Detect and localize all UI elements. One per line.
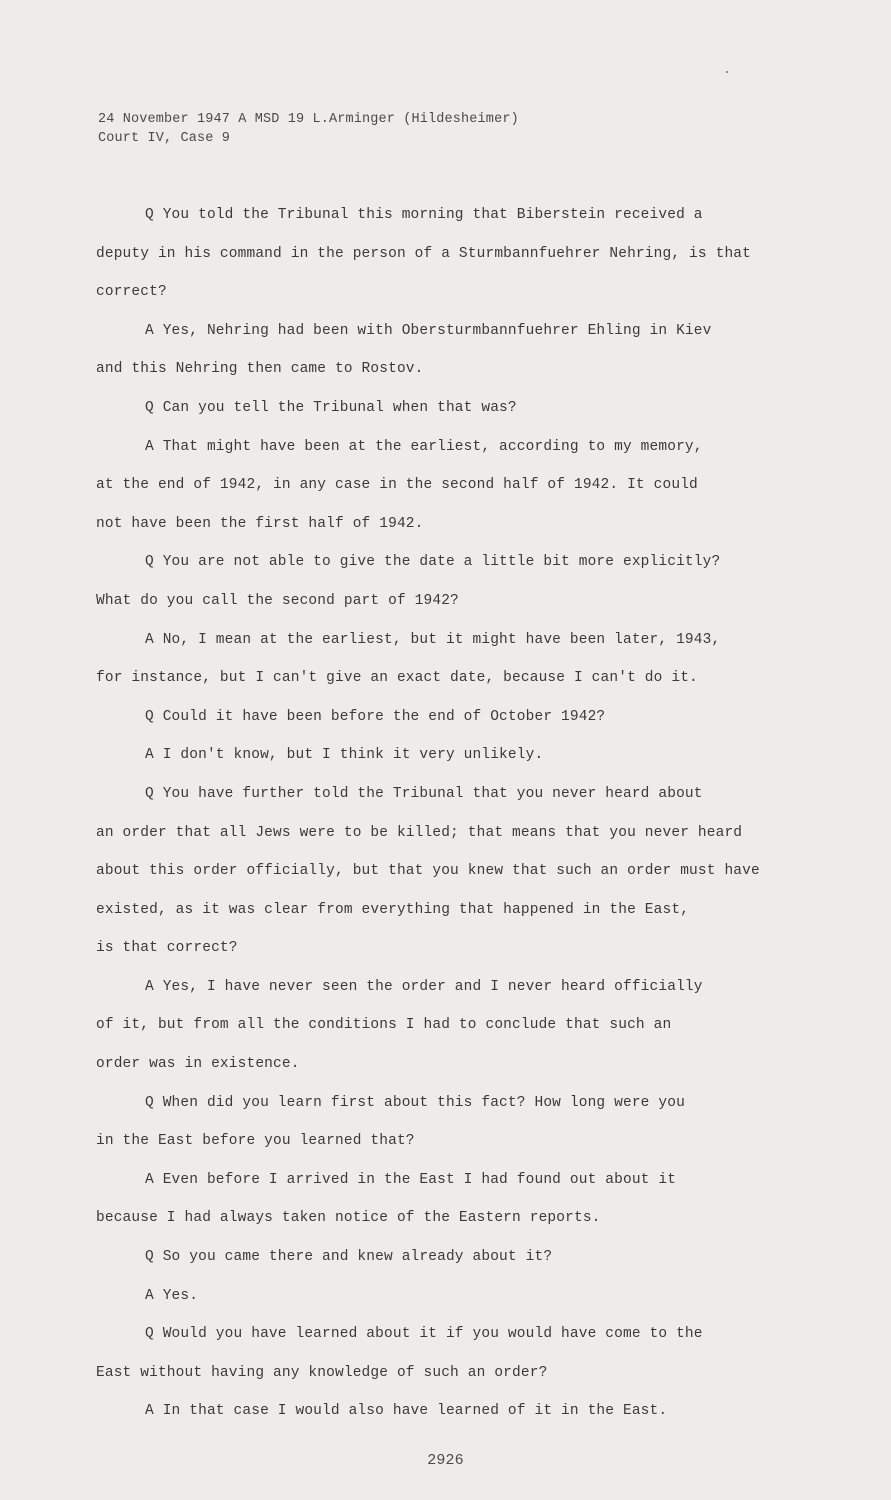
- transcript-line: Q Could it have been before the end of October 1942?: [145, 708, 606, 725]
- transcript-line: correct?: [96, 284, 167, 301]
- transcript-line: Q When did you learn first about this fact? How long were you: [145, 1094, 685, 1111]
- transcript-line: Q Would you have learned about it if you would have come to the: [145, 1326, 703, 1343]
- header-line-2: Court IV, Case 9: [98, 131, 231, 146]
- transcript-line: in the East before you learned that?: [96, 1133, 415, 1150]
- document-header: [98, 110, 519, 148]
- transcript-line: because I had always taken notice of the Eastern reports.: [96, 1210, 601, 1227]
- transcript-line: What do you call the second part of 1942?: [96, 592, 459, 609]
- page-number: 2926: [427, 1452, 464, 1469]
- transcript-line: East without having any knowledge of such an order?: [96, 1364, 548, 1381]
- transcript-line: Q So you came there and knew already about it?: [145, 1249, 553, 1266]
- transcript-line: of it, but from all the conditions I had to conclude that such an: [96, 1017, 672, 1034]
- transcript-line: A Yes, Nehring had been with Obersturmbannfuehrer Ehling in Kiev: [145, 322, 712, 339]
- transcript-line: Q Can you tell the Tribunal when that was?: [145, 399, 517, 416]
- transcript-line: Q You are not able to give the date a little bit more explicitly?: [145, 554, 721, 571]
- header-line-1: 24 November 1947 A MSD 19 L.Arminger (Hildesheimer): [98, 112, 519, 127]
- transcript-line: A In that case I would also have learned of it in the East.: [145, 1403, 668, 1420]
- paper-speck: [726, 71, 728, 73]
- transcript-line: is that correct?: [96, 940, 238, 957]
- transcript-line: Q You have further told the Tribunal that you never heard about: [145, 785, 703, 802]
- transcript-line: existed, as it was clear from everything that happened in the East,: [96, 901, 690, 918]
- transcript-line: deputy in his command in the person of a Sturmbannfuehrer Nehring, is that: [96, 245, 752, 262]
- transcript-line: A Even before I arrived in the East I had found out about it: [145, 1171, 677, 1188]
- transcript-line: about this order officially, but that you knew that such an order must have: [96, 863, 760, 880]
- transcript-line: for instance, but I can't give an exact date, because I can't do it.: [96, 670, 698, 687]
- transcript-line: A No, I mean at the earliest, but it might have been later, 1943,: [145, 631, 721, 648]
- transcript-line: not have been the first half of 1942.: [96, 515, 424, 532]
- transcript-line: order was in existence.: [96, 1056, 300, 1073]
- transcript-line: Q You told the Tribunal this morning that Biberstein received a: [145, 207, 703, 223]
- transcript-line: A That might have been at the earliest, according to my memory,: [145, 438, 703, 455]
- transcript-line: and this Nehring then came to Rostov.: [96, 361, 424, 378]
- transcript-line: A Yes, I have never seen the order and I never heard officially: [145, 978, 703, 995]
- transcript-line: A Yes.: [145, 1287, 199, 1304]
- transcript-body: [96, 196, 812, 1431]
- transcript-line: at the end of 1942, in any case in the second half of 1942. It could: [96, 477, 698, 494]
- transcript-line: an order that all Jews were to be killed; that means that you never heard: [96, 824, 743, 841]
- transcript-line: A I don't know, but I think it very unlikely.: [145, 747, 544, 764]
